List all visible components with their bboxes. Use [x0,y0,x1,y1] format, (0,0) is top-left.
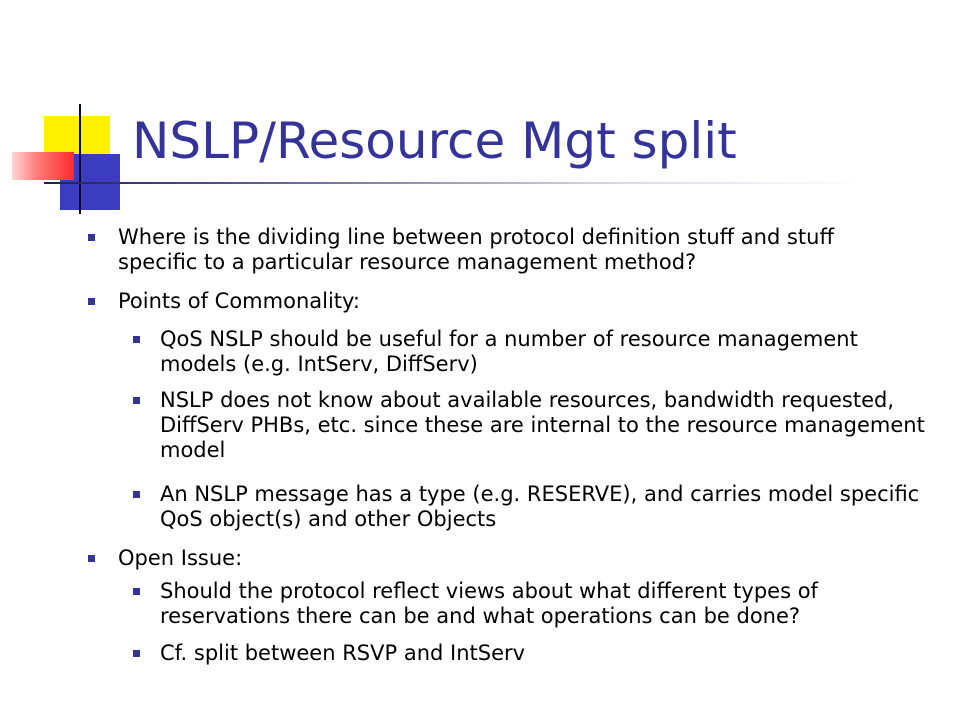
sub-bullet-item [160,388,940,463]
bullet-square-icon [133,397,140,404]
sub-bullet-item [160,327,940,377]
sub-bullet-item [160,579,940,629]
bullet-square-icon [88,298,95,305]
bullet-text: Where is the dividing line between protocol definition stuff and stuff specific to a particular resource management method? [118,225,834,274]
bullet-text: Should the protocol reflect views about what different types of reservations there can be and what operations can be done? [160,579,818,628]
bullet-square-icon [133,650,140,657]
decor-vertical-line [79,104,81,214]
decor-red-bar [12,152,74,180]
bullet-square-icon [88,555,95,562]
slide-title: NSLP/Resource Mgt split [132,112,737,170]
bullet-text: Cf. split between RSVP and IntServ [160,641,526,665]
bullet-text: An NSLP message has a type (e.g. RESERVE), and carries model specific QoS object(s) and other Objects [160,482,920,531]
bullet-item [118,546,918,571]
bullet-square-icon [133,588,140,595]
bullet-text: NSLP does not know about available resources, bandwidth requested, DiffServ PHBs, etc. since these are internal to the resource management model [160,388,925,462]
bullet-square-icon [88,234,95,241]
bullet-text: QoS NSLP should be useful for a number of resource management models (e.g. IntServ, DiffServ) [160,327,858,376]
title-underline [44,182,864,184]
bullet-square-icon [133,491,140,498]
sub-bullet-item [160,482,940,532]
bullet-item [118,225,918,275]
sub-bullet-item [160,641,940,666]
bullet-text: Points of Commonality: [118,289,361,313]
bullet-text: Open Issue: [118,546,243,570]
bullet-item [118,289,918,314]
bullet-square-icon [133,336,140,343]
